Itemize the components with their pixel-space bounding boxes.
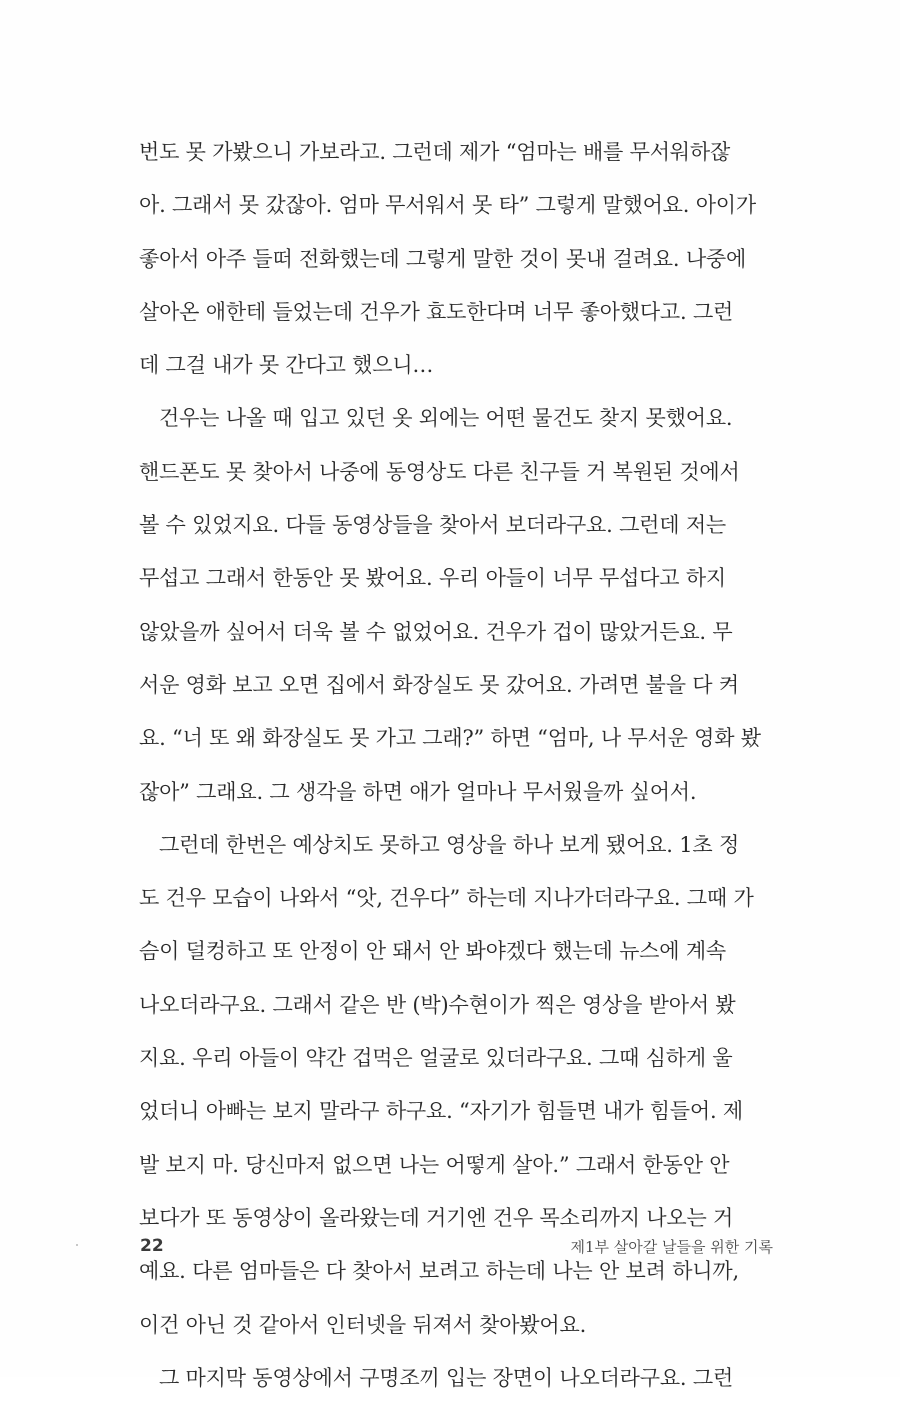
- text-line: 예요. 다른 엄마들은 다 찾아서 보려고 하는데 나는 안 보려 하니까,: [139, 1259, 739, 1284]
- text-line: 무섭고 그래서 한동안 못 봤어요. 우리 아들이 너무 무섭다고 하지: [139, 566, 726, 591]
- text-line: 발 보지 마. 당신마저 없으면 나는 어떻게 살아.” 그래서 한동안 안: [139, 1152, 730, 1177]
- text-line: 서운 영화 보고 오면 집에서 화장실도 못 갔어요. 가려면 불을 다 켜: [139, 672, 739, 697]
- text-line: 않았을까 싶어서 더욱 볼 수 없었어요. 건우가 겁이 많았거든요. 무: [139, 619, 733, 644]
- paper-speck: [76, 1244, 78, 1246]
- text-line: 지요. 우리 아들이 약간 겁먹은 얼굴로 있더라구요. 그때 심하게 울: [139, 1046, 733, 1071]
- text-line: 아. 그래서 못 갔잖아. 엄마 무서워서 못 타” 그렇게 말했어요. 아이가: [139, 193, 756, 218]
- text-line: 이건 아닌 것 같아서 인터넷을 뒤져서 찾아봤어요.: [139, 1312, 587, 1337]
- text-line: 데 그걸 내가 못 간다고 했으니…: [139, 353, 434, 378]
- text-line: 도 건우 모습이 나와서 “앗, 건우다” 하는데 지나가더라구요. 그때 가: [139, 886, 754, 911]
- body-text: [139, 126, 771, 1405]
- text-line: 었더니 아빠는 보지 말라구 하구요. “자기가 힘들면 내가 힘들어. 제: [139, 1099, 743, 1124]
- text-line: 잖아” 그래요. 그 생각을 하면 애가 얼마나 무서웠을까 싶어서.: [139, 779, 697, 804]
- text-line: 번도 못 가봤으니 가보라고. 그런데 제가 “엄마는 배를 무서워하잖: [139, 140, 731, 164]
- text-line: 핸드폰도 못 찾아서 나중에 동영상도 다른 친구들 거 복원된 것에서: [139, 459, 740, 484]
- paragraph-first-line: 그런데 한번은 예상치도 못하고 영상을 하나 보게 됐어요. 1초 정: [159, 832, 740, 857]
- page-number: 22: [140, 1236, 164, 1256]
- text-line: 볼 수 있었지요. 다들 동영상들을 찾아서 보더라구요. 그런데 저는: [139, 513, 726, 538]
- paragraph-first-line: 그 마지막 동영상에서 구명조끼 입는 장면이 나오더라구요. 그런: [159, 1365, 734, 1390]
- text-line: 살아온 애한테 들었는데 건우가 효도한다며 너무 좋아했다고. 그런: [139, 299, 734, 324]
- text-line: 나오더라구요. 그래서 같은 반 (박)수현이가 찍은 영상을 받아서 봤: [139, 992, 736, 1017]
- text-line: 슴이 덜컹하고 또 안정이 안 돼서 안 봐야겠다 했는데 뉴스에 계속: [139, 939, 726, 964]
- running-title: 제1부 살아갈 날들을 위한 기록: [570, 1238, 773, 1256]
- text-line: 보다가 또 동영상이 올라왔는데 거기엔 건우 목소리까지 나오는 거: [139, 1205, 734, 1230]
- text-line: 좋아서 아주 들떠 전화했는데 그렇게 말한 것이 못내 걸려요. 나중에: [139, 246, 747, 271]
- text-line: 요. “너 또 왜 화장실도 못 가고 그래?” 하면 “엄마, 나 무서운 영화 봤: [139, 726, 761, 751]
- paragraph-first-line: 건우는 나올 때 입고 있던 옷 외에는 어떤 물건도 찾지 못했어요.: [159, 406, 733, 431]
